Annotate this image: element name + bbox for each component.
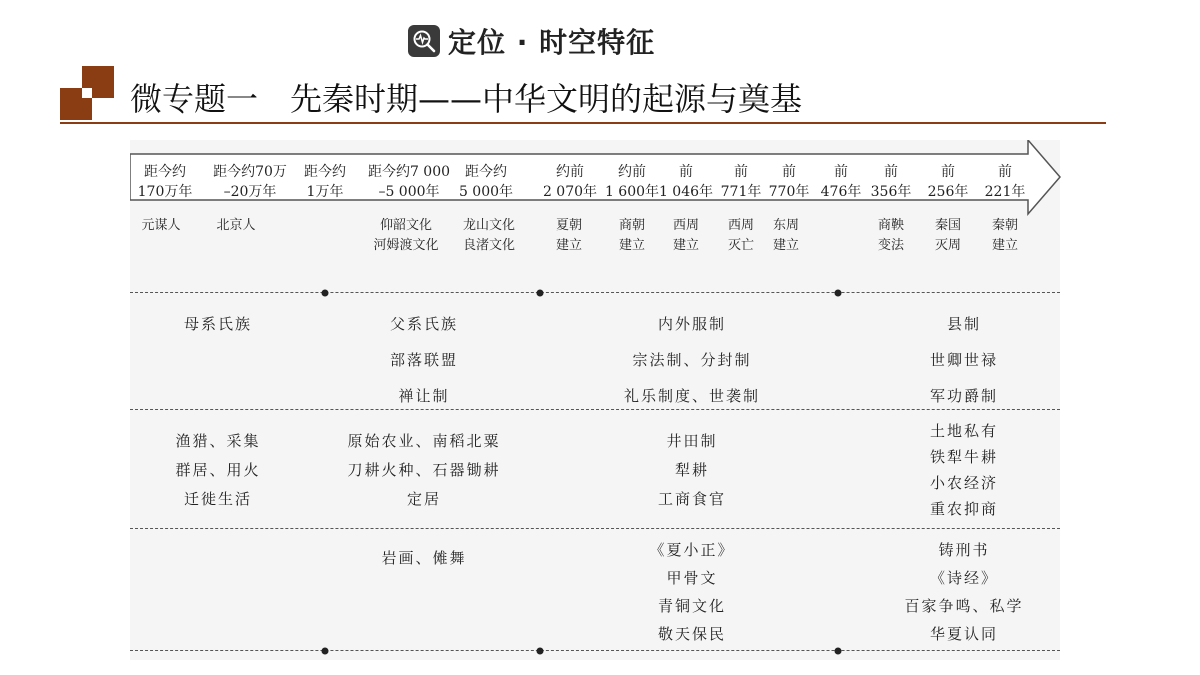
timeline-date-line: 前 — [733, 164, 748, 180]
political-cell-line: 世卿世禄 — [929, 351, 999, 369]
economic-cell-line: 迁徙生活 — [183, 490, 253, 508]
timeline-event-line: 建立 — [618, 238, 646, 253]
period-boundary-dot — [537, 290, 544, 297]
timeline-date-line: 前 — [940, 164, 955, 180]
timeline-date — [368, 162, 450, 202]
timeline-date — [985, 162, 1026, 202]
economic-cell-line: 土地私有 — [929, 422, 999, 440]
cultural-cell-line: 华夏认同 — [929, 625, 999, 643]
timeline-date — [138, 162, 193, 202]
timeline-event-line: 北京人 — [216, 218, 256, 233]
timeline-event-line: 良渚文化 — [462, 238, 516, 253]
timeline-event-line: 灭亡 — [727, 238, 755, 253]
timeline-date-line: 约前 — [618, 164, 646, 180]
timeline-date — [769, 162, 810, 202]
title-underline — [60, 122, 1106, 124]
political-cell — [184, 306, 252, 342]
political-cell — [390, 306, 458, 414]
timeline-date — [543, 162, 597, 202]
economic-cell — [930, 418, 998, 522]
timeline-event-line: 元谋人 — [141, 218, 181, 233]
political-cell-line: 军功爵制 — [929, 387, 999, 405]
timeline-event-line: 西周 — [727, 218, 755, 233]
timeline-event — [773, 216, 799, 256]
economic-cell-line: 刀耕火种、石器锄耕 — [347, 461, 501, 479]
timeline-event-line: 东周 — [772, 218, 800, 233]
timeline-date-line: 距今约 — [304, 164, 346, 180]
timeline-date-line: 221年 — [984, 184, 1026, 200]
political-cell-line: 禅让制 — [398, 387, 450, 405]
political-cell-line: 县制 — [946, 315, 982, 333]
timeline-date — [605, 162, 659, 202]
timeline-date-line: 256年 — [927, 184, 969, 200]
economic-cell-line: 小农经济 — [929, 474, 999, 492]
cultural-cell — [649, 536, 734, 648]
cultural-cell-line: 铸刑书 — [938, 541, 990, 559]
period-boundary-dot — [322, 648, 329, 655]
dashed-divider — [130, 528, 1060, 529]
cultural-cell-line: 敬天保民 — [657, 625, 727, 643]
timeline-date-line: 2 070年 — [542, 184, 598, 200]
dashed-divider — [130, 292, 1060, 293]
timeline-event — [878, 216, 904, 256]
timeline-event-line: 建立 — [772, 238, 800, 253]
economic-cell-line: 重农抑商 — [929, 500, 999, 518]
political-cell-line: 部落联盟 — [389, 351, 459, 369]
timeline-event-line: 变法 — [877, 238, 905, 253]
political-cell-line: 宗法制、分封制 — [632, 351, 752, 369]
timeline-event — [935, 216, 961, 256]
timeline-date-line: 距今约 — [465, 164, 507, 180]
political-cell-line: 母系氏族 — [183, 315, 253, 333]
economic-cell-line: 铁犁牛耕 — [929, 448, 999, 466]
timeline-date-line: 1万年 — [306, 184, 344, 200]
economic-cell-line: 渔猎、采集 — [175, 432, 261, 450]
timeline-event — [728, 216, 754, 256]
timeline-date-line: 距今约70万 — [213, 164, 287, 180]
timeline-date-line: 170万年 — [137, 184, 193, 200]
political-cell — [624, 306, 760, 414]
timeline-date-line: 1 046年 — [658, 184, 714, 200]
timeline-date-line: 356年 — [870, 184, 912, 200]
timeline-date-line: 前 — [883, 164, 898, 180]
timeline-date — [459, 162, 513, 202]
timeline-event — [141, 216, 180, 236]
timeline-date-line: –20万年 — [223, 184, 277, 200]
timeline-event-line: 龙山文化 — [462, 218, 516, 233]
section-header — [408, 22, 655, 60]
economic-cell-line: 犁耕 — [674, 461, 710, 479]
timeline-event-line: 商朝 — [618, 218, 646, 233]
timeline-date-line: 1 600年 — [604, 184, 660, 200]
political-cell-line: 内外服制 — [657, 315, 727, 333]
timeline-event-line: 仰韶文化 — [379, 218, 433, 233]
economic-cell-line: 原始农业、南稻北粟 — [347, 432, 501, 450]
timeline-date — [304, 162, 346, 202]
timeline-event-line: 建立 — [672, 238, 700, 253]
cultural-cell — [381, 544, 466, 572]
period-boundary-dot — [835, 648, 842, 655]
section-header-title: 定位 · 时空特征 — [448, 26, 656, 59]
period-boundary-dot — [322, 290, 329, 297]
cultural-cell-line: 《诗经》 — [929, 569, 999, 587]
timeline-event-line: 建立 — [991, 238, 1019, 253]
economic-cell — [658, 427, 726, 514]
page-title: 微专题一 先秦时期——中华文明的起源与奠基 — [130, 80, 803, 118]
timeline-date — [871, 162, 912, 202]
timeline-date — [213, 162, 287, 202]
timeline-event — [992, 216, 1018, 256]
timeline-date-line: 770年 — [768, 184, 810, 200]
timeline-date-line: 前 — [781, 164, 796, 180]
economic-cell — [175, 427, 260, 514]
timeline-date-line: 476年 — [820, 184, 862, 200]
timeline-event-line: 夏朝 — [555, 218, 583, 233]
cultural-cell-line: 《夏小正》 — [649, 541, 735, 559]
timeline-date-line: 距今约 — [143, 164, 186, 180]
timeline-date-line: 约前 — [556, 164, 584, 180]
timeline-date-line: 771年 — [720, 184, 762, 200]
cultural-cell-line: 百家争鸣、私学 — [904, 597, 1024, 615]
timeline-event — [673, 216, 699, 256]
timeline-date — [659, 162, 713, 202]
title-decoration — [60, 66, 114, 120]
timeline-event-line: 灭周 — [934, 238, 962, 253]
cultural-cell-line: 青铜文化 — [657, 597, 727, 615]
cultural-cell — [904, 536, 1023, 648]
dashed-divider — [130, 409, 1060, 410]
economic-cell-line: 群居、用火 — [175, 461, 261, 479]
timeline-date-line: 5 000年 — [458, 184, 514, 200]
period-boundary-dot — [835, 290, 842, 297]
political-cell-line: 礼乐制度、世袭制 — [623, 387, 761, 405]
dashed-divider — [130, 650, 1060, 651]
period-boundary-dot — [537, 648, 544, 655]
timeline-event — [373, 216, 438, 256]
timeline-date — [721, 162, 762, 202]
timeline-event-line: 建立 — [555, 238, 583, 253]
timeline-event-line: 西周 — [672, 218, 700, 233]
timeline-event-line: 商鞅 — [877, 218, 905, 233]
timeline-event-line: 秦朝 — [991, 218, 1019, 233]
cultural-cell-line: 甲骨文 — [666, 569, 718, 587]
timeline-date-line: 前 — [679, 164, 693, 180]
timeline-date-line: 前 — [997, 164, 1012, 180]
timeline-date — [821, 162, 862, 202]
timeline-date — [928, 162, 969, 202]
economic-cell-line: 工商食官 — [657, 490, 727, 508]
timeline-date-line: 前 — [833, 164, 848, 180]
timeline-date-line: –5 000年 — [378, 184, 440, 200]
timeline-event-line: 河姆渡文化 — [373, 238, 439, 253]
timeline-event — [463, 216, 515, 256]
timeline-event — [619, 216, 645, 256]
magnifier-pulse-icon — [408, 25, 440, 57]
timeline-date-line: 距今约7 000 — [367, 164, 451, 180]
economic-cell-line: 定居 — [406, 490, 442, 508]
timeline-event-line: 秦国 — [934, 218, 962, 233]
economic-cell-line: 井田制 — [666, 432, 718, 450]
cultural-cell-line: 岩画、傩舞 — [381, 549, 467, 567]
political-cell-line: 父系氏族 — [389, 315, 459, 333]
timeline-event — [216, 216, 255, 236]
economic-cell — [347, 427, 500, 514]
political-cell — [930, 306, 998, 414]
timeline-event — [556, 216, 582, 256]
